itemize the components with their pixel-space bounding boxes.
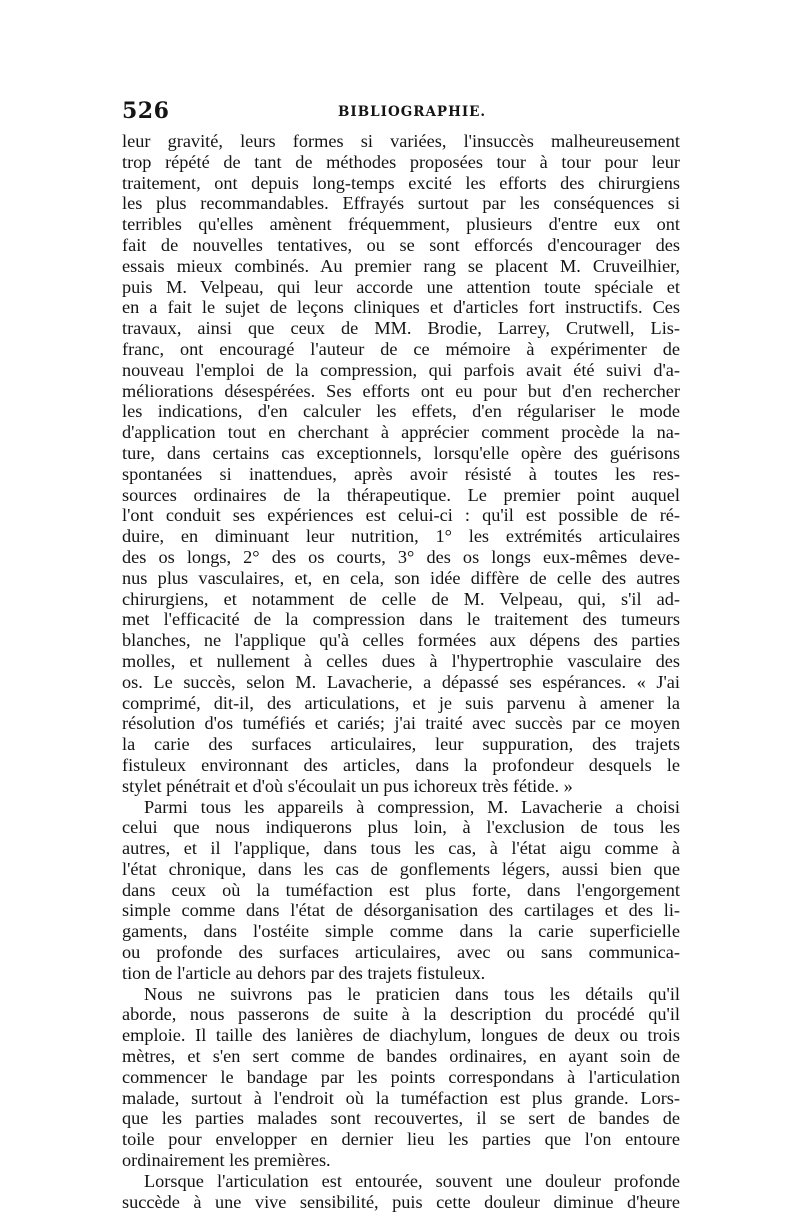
text-line: chirurgiens, et notamment de celle de M. Velpeau, qui, s'il ad- [122,588,680,609]
text-line: méliorations désespérées. Ses efforts ont eu pour but d'en rechercher [122,380,680,401]
text-line: la carie des surfaces articulaires, leur suppuration, des trajets [122,734,680,755]
text-line: l'ont conduit ses expériences est celui-ci : qu'il est possible de ré- [122,505,680,526]
text-line: commencer le bandage par les points correspondans à l'articulation [122,1066,680,1087]
text-line: les indications, d'en calculer les effets, d'en régulariser le mode [122,401,680,422]
text-line: gaments, dans l'ostéite simple comme dans la carie superficielle [122,921,680,942]
text-line: sources ordinaires de la thérapeutique. Le premier point auquel [122,484,680,505]
text-line: fait de nouvelles tentatives, ou se sont efforcés d'encourager des [122,234,680,255]
text-line: puis M. Velpeau, qui leur accorde une attention toute spéciale et [122,276,680,297]
text-line: spontanées si inattendues, après avoir résisté à toutes les res- [122,463,680,484]
text-line: les plus recommandables. Effrayés surtout par les conséquences si [122,193,680,214]
text-line: blanches, ne l'applique qu'à celles formées aux dépens des parties [122,630,680,651]
text-line: duire, en diminuant leur nutrition, 1° les extrémités articulaires [122,526,680,547]
text-line: malade, surtout à l'endroit où la tuméfaction est plus grande. Lors- [122,1087,680,1108]
text-line: Lorsque l'articulation est entourée, souvent une douleur profonde [144,1170,680,1191]
text-line: mètres, et s'en sert comme de bandes ordinaires, en ayant soin de [122,1046,680,1067]
text-line: que les parties malades sont recouvertes, il se sert de bandes de [122,1108,680,1129]
text-line: dans ceux où la tuméfaction est plus forte, dans l'engorgement [122,879,680,900]
text-line: leur gravité, leurs formes si variées, l'insuccès malheureusement [122,131,680,151]
text-line: l'état chronique, dans les cas de gonflements légers, aussi bien que [122,858,680,879]
text-line: stylet pénétrait et d'où s'écoulait un pus ichoreux très fétide. » [122,775,573,796]
text-line: des os longs, 2° des os courts, 3° des os longs eux-mêmes deve- [122,546,680,567]
text-line: celui que nous indiquerons plus loin, à l'exclusion de tous les [122,817,680,838]
page-number: 526 [122,98,170,124]
text-line: met l'efficacité de la compression dans le traitement des tumeurs [122,609,680,630]
text-line: Parmi tous les appareils à compression, M. Lavacherie a choisi [144,796,680,817]
text-line: nus plus vasculaires, et, en cela, son idée diffère de celle des autres [122,567,680,588]
text-line: ordinairement les premières. [122,1150,331,1171]
text-line: résolution d'os tuméfiés et cariés; j'ai traité avec succès par ce moyen [122,713,680,734]
text-line: travaux, ainsi que ceux de MM. Brodie, Larrey, Crutwell, Lis- [122,318,680,339]
text-line: toile pour envelopper en dernier lieu les parties que l'on entoure [122,1129,680,1150]
text-line: autres, et il l'applique, dans tous les cas, à l'état aigu comme à [122,838,680,859]
text-line: essais mieux combinés. Au premier rang se placent M. Cruveilhier, [122,255,680,276]
running-head: BIBLIOGRAPHIE. [338,104,487,120]
text-line: en a fait le sujet de leçons cliniques et d'articles fort instructifs. Ces [122,297,680,318]
text-line: molles, et nullement à celles dues à l'hypertrophie vasculaire des [122,650,680,671]
text-line: tion de l'article au dehors par des trajets fistuleux. [122,962,486,983]
text-line: d'application tout en cherchant à apprécier comment procède la na- [122,422,680,443]
text-line: comprimé, dit-il, des articulations, et je suis parvenu à amener la [122,692,680,713]
body-text [122,131,680,1212]
text-line: fistuleux environnant des articles, dans la profondeur desquels le [122,754,680,775]
text-line: succède à une vive sensibilité, puis cette douleur diminue d'heure [122,1191,680,1212]
text-line: ture, dans certains cas exceptionnels, lorsqu'elle opère des guérisons [122,442,680,463]
text-line: ou profonde des surfaces articulaires, avec ou sans communica- [122,942,680,963]
text-line: Nous ne suivrons pas le praticien dans tous les détails qu'il [144,983,680,1004]
text-line: os. Le succès, selon M. Lavacherie, a dépassé ses espérances. « J'ai [122,671,680,692]
text-line: aborde, nous passerons de suite à la description du procédé qu'il [122,1004,680,1025]
text-line: traitement, ont depuis long-temps excité les efforts des chirurgiens [122,172,680,193]
text-line: franc, ont encouragé l'auteur de ce mémoire à expérimenter de [122,338,680,359]
text-line: emploie. Il taille des lanières de diachylum, longues de deux ou trois [122,1025,680,1046]
text-line: terribles qu'elles amènent fréquemment, plusieurs d'entre eux ont [122,214,680,235]
text-line: simple comme dans l'état de désorganisation des cartilages et des li- [122,900,680,921]
page-header [122,98,678,128]
text-line: nouveau l'emploi de la compression, qui parfois avait été suivi d'a- [122,359,680,380]
text-line: trop répété de tant de méthodes proposées tour à tour pour leur [122,151,680,172]
